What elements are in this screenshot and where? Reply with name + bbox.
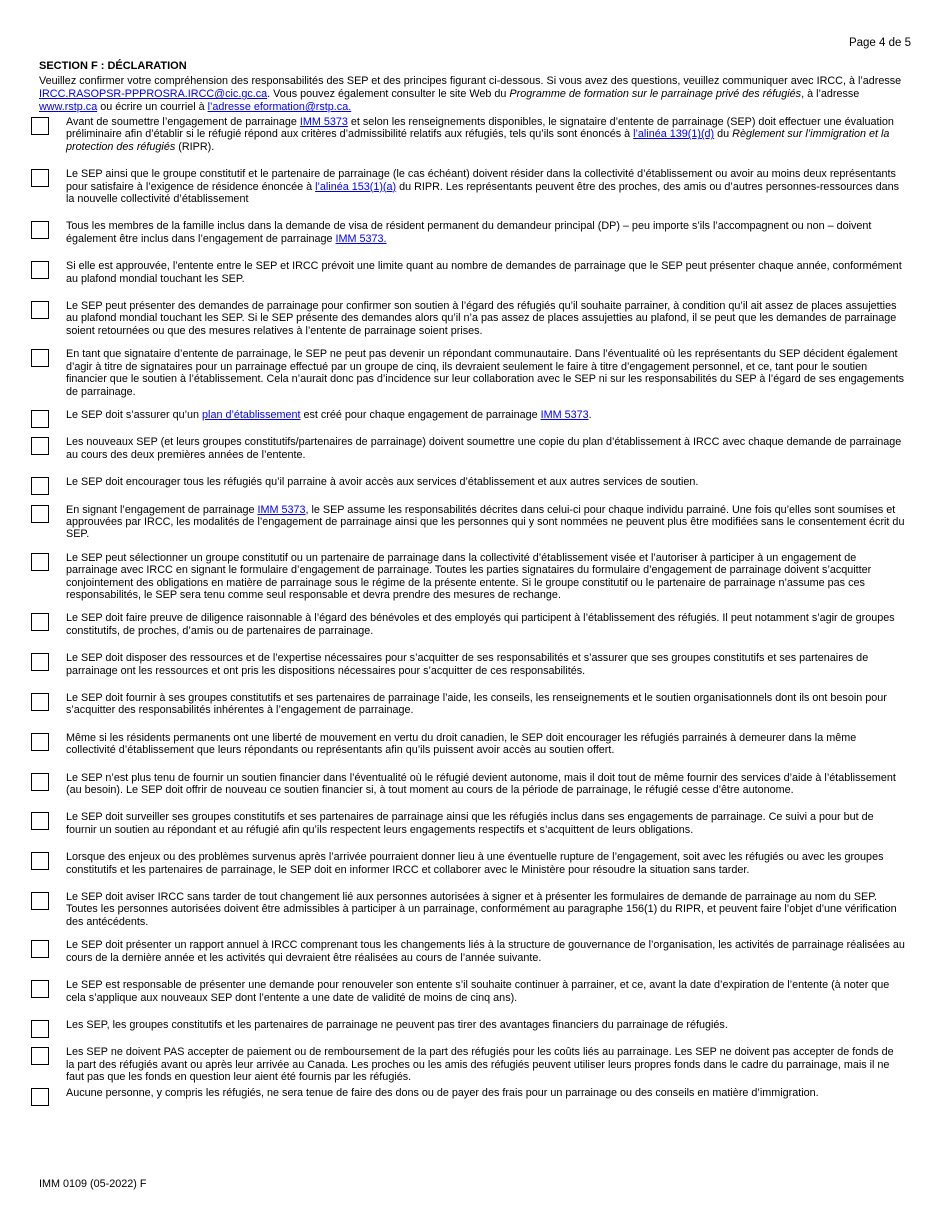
declaration-checkbox[interactable]	[31, 1020, 49, 1038]
declaration-checkbox[interactable]	[31, 261, 49, 279]
declaration-checkbox[interactable]	[31, 1088, 49, 1106]
declaration-item: Le SEP doit présenter un rapport annuel à IRCC comprenant tous les changements liés à la structure de gouvernance de l’organisation, les activités de parrainage réalisées au cours de la dernière année et les activités qui devraient être réalisées au cours de l’année suivante.	[31, 939, 905, 964]
declaration-item: Même si les résidents permanents ont une liberté de mouvement en vertu du droit canadien, le SEP doit encourager les réfugiés parrainés à demeurer dans la même collectivité d’établissement que leurs répondants ou représentants afin qu’ils puissent avoir accès au soutien offert.	[31, 732, 905, 757]
declaration-item: Tous les membres de la famille inclus dans la demande de visa de résident permanent du demandeur principal (DP) – peu importe s’ils l’accompagnent ou non – doivent également être inclus dans l’engagement de parrainage IMM 5373.	[31, 220, 905, 245]
settlement-plan-link[interactable]: plan d’établissement	[202, 408, 301, 421]
email-link-ircc[interactable]: IRCC.RASOPSR-PPPROSRA.IRCC@cic.gc.ca	[39, 88, 268, 101]
declaration-checkbox[interactable]	[31, 773, 49, 791]
declaration-checkbox[interactable]	[31, 221, 49, 239]
page-number: Page 4 de 5	[848, 37, 911, 49]
declaration-item: Le SEP est responsable de présenter une demande pour renouveler son entente s’il souhaite continuer à parrainer, et ce, avant la date d’expiration de l’entente (à noter que cela s’applique aux nouveaux SEP dont l’entente a une date de validité de moins de cinq ans).	[31, 979, 905, 1004]
declaration-checkbox[interactable]	[31, 653, 49, 671]
declaration-item: Le SEP doit disposer des ressources et de l’expertise nécessaires pour s’acquitter de ses responsabilités et s’assurer que ses groupes constitutifs et ses partenaires de parrainage ont les ressources et ont pris les dispositions nécessaires pour s’acquitter de ces responsabilités.	[31, 652, 905, 677]
declaration-item: Le SEP doit encourager tous les réfugiés qu’il parraine à avoir accès aux services d’établissement et aux autres services de soutien.	[31, 476, 905, 488]
intro-paragraph: Veuillez confirmer votre compréhension des responsabilités des SEP et des principes figurant ci-dessous. Si vous avez des questions, veuillez communiquer avec IRCC, à l’adresse IRCC.RASOPSR-PPPROSRA.IRCC@cic.gc.ca. Vous pouvez également consulter le site Web du Programme de formation sur le parrainage privé des réfugiés, à l’adresse www.rstp.ca ou écrire un courriel à l’adresse eformation@rstp.ca.	[39, 75, 902, 114]
declaration-item: Les SEP ne doivent PAS accepter de paiement ou de remboursement de la part des réfugiés pour les coûts liés au parrainage. Les SEP ne doivent pas accepter de fonds de la part des réfugiés avant ou après leur arrivée au Canada. Les proches ou les amis des réfugiés peuvent utiliser leurs propres fonds dans le cadre du parrainage, mais il ne faut pas que les fonds en question leur aient été fournis par les réfugiés.	[31, 1046, 905, 1083]
declaration-checkbox[interactable]	[31, 553, 49, 571]
alinea-139-link[interactable]: l’alinéa 139(1)(d)	[633, 128, 715, 141]
declaration-checkbox[interactable]	[31, 940, 49, 958]
declaration-item: Le SEP doit s’assurer qu’un plan d’établissement est créé pour chaque engagement de parrainage IMM 5373.	[31, 409, 905, 421]
declaration-checkbox[interactable]	[31, 852, 49, 870]
declaration-item: Le SEP doit aviser IRCC sans tarder de tout changement lié aux personnes autorisées à signer et à présenter les formulaires de demande de parrainage au nom du SEP. Toutes les personnes autorisées doivent être admissibles à participer à un parrainage, conformément au paragraphe 156(1) du RIPR, et peuvent faire l’objet d’une vérification des antécédents.	[31, 891, 905, 928]
declaration-checkbox[interactable]	[31, 349, 49, 367]
declaration-checkbox[interactable]	[31, 980, 49, 998]
declaration-item: Le SEP n’est plus tenu de fournir un soutien financier dans l’éventualité où le réfugié devient autonome, mais il doit tout de même fournir des services d’aide à l’établissement (au besoin). Le SEP doit offrir de nouveau ce soutien financier si, à tout moment au cours de la période de parrainage, le réfugié cesse d’être autonome.	[31, 772, 905, 797]
imm5373-link[interactable]: IMM 5373	[299, 116, 348, 128]
declaration-checkbox[interactable]	[31, 892, 49, 910]
declaration-item: En signant l’engagement de parrainage IMM 5373, le SEP assume les responsabilités décrites dans celui-ci pour chaque individu parrainé. Une fois qu’elles sont soumises et approuvées par IRCC, les modalités de l’engagement de parrainage ainsi que les personnes qui y sont nommées ne peuvent plus être modifiées sans le consentement écrit du SEP.	[31, 504, 905, 541]
declaration-checkbox[interactable]	[31, 477, 49, 495]
declaration-item: Aucune personne, y compris les réfugiés, ne sera tenue de faire des dons ou de payer des frais pour un parrainage ou des conseils en matière d’immigration.	[31, 1087, 905, 1099]
form-code: IMM 0109 (05-2022) F	[39, 1178, 147, 1190]
imm5373-link[interactable]: IMM 5373	[540, 408, 589, 421]
declaration-checkbox[interactable]	[31, 437, 49, 455]
declaration-checkbox[interactable]	[31, 693, 49, 711]
declaration-item: Le SEP doit fournir à ses groupes constitutifs et ses partenaires de parrainage l’aide, les conseils, les renseignements et le soutien organisationnels dont ils ont besoin pour s’acquitter des responsabilités inhérentes à l’engagement de parrainage.	[31, 692, 905, 717]
declaration-item: Le SEP ainsi que le groupe constitutif et le partenaire de parrainage (le cas échéant) doivent résider dans la collectivité d’établissement ou avoir au moins deux représentants pour satisfaire à l’exigence de résidence énoncée à l’alinéa 153(1)(a) du RIPR. Les représentants peuvent être des proches, des amis ou d’autres personnes-ressources dans la nouvelle collectivité d’établissement	[31, 168, 905, 205]
alinea-153-link[interactable]: l’alinéa 153(1)(a)	[315, 180, 397, 193]
declaration-item: Lorsque des enjeux ou des problèmes survenus après l’arrivée pourraient donner lieu à une éventuelle rupture de l’engagement, soit avec les réfugiés ou avec les groupes constitutifs et les partenaires de parrainage, le SEP doit en informer IRCC et collaborer avec le Ministère pour résoudre la situation sans tarder.	[31, 851, 905, 876]
declaration-list	[31, 116, 905, 1099]
section-title: SECTION F : DÉCLARATION	[39, 60, 187, 72]
declaration-checkbox[interactable]	[31, 613, 49, 631]
imm5373-link[interactable]: IMM 5373.	[335, 232, 387, 245]
declaration-checkbox[interactable]	[31, 169, 49, 187]
declaration-checkbox[interactable]	[31, 301, 49, 319]
declaration-checkbox[interactable]	[31, 505, 49, 523]
declaration-checkbox[interactable]	[31, 410, 49, 428]
declaration-item: Si elle est approuvée, l’entente entre le SEP et IRCC prévoit une limite quant au nombre de demandes de parrainage que le SEP peut présenter chaque année, conformément au plafond mondial touchant les SEP.	[31, 260, 905, 285]
declaration-item: Les SEP, les groupes constitutifs et les partenaires de parrainage ne peuvent pas tirer des avantages financiers du parrainage de réfugiés.	[31, 1019, 905, 1031]
imm5373-link[interactable]: IMM 5373	[257, 503, 306, 516]
declaration-item: Le SEP peut présenter des demandes de parrainage pour confirmer son soutien à l’égard des réfugiés qu’il souhaite parrainer, à condition qu’il ait assez de places assujetties au plafond mondial touchant les SEP. Si le SEP présente des demandes alors qu’il n’a pas assez de places assujetties au plafond, il se peut que les demandes de parrainage soient retournées ou que des mesures relatives à l’entente de parrainage soient prises.	[31, 300, 905, 337]
declaration-item: Avant de soumettre l’engagement de parrainage IMM 5373 et selon les renseignements disponibles, le signataire d’entente de parrainage (SEP) doit effectuer une évaluation préliminaire afin d’établir si le réfugié répond aux critères d’admissibilité relatifs aux réfugiés, tels qu’ils sont énoncés à l’alinéa 139(1)(d) du Règlement sur l’immigration et la protection des réfugiés (RIPR).	[31, 116, 905, 153]
declaration-checkbox[interactable]	[31, 1047, 49, 1065]
declaration-item: Les nouveaux SEP (et leurs groupes constitutifs/partenaires de parrainage) doivent soumettre une copie du plan d’établissement à IRCC avec chaque demande de parrainage au cours des deux premières années de l’entente.	[31, 436, 905, 461]
declaration-item: En tant que signataire d’entente de parrainage, le SEP ne peut pas devenir un répondant communautaire. Dans l’éventualité où les représentants du SEP décident également d’agir à titre de signataires pour un parrainage effectué par un groupe de cinq, ils devraient seulement le faire à titre d’engagement personnel, et ce, tant pour le soutien financier que le soutien à l’établissement. Cela n’aurait donc pas d’incidence sur leur collaboration avec le SEP ni sur les responsabilités du SEP à l’égard de ses engagements de parrainage.	[31, 348, 905, 398]
declaration-item: Le SEP peut sélectionner un groupe constitutif ou un partenaire de parrainage dans la collectivité d’établissement visée et l’autoriser à participer à un engagement de parrainage avec IRCC en signant le formulaire d’engagement de parrainage. Toutes les parties signataires du formulaire d’engagement de parrainage doivent s’acquitter conjointement des obligations en matière de parrainage sous le régime de la présente entente. Si le groupe constitutif ou le partenaire de parrainage n’assume pas ces responsabilités, le SEP sera tenu comme seul responsable et devra prendre des mesures de rechange.	[31, 552, 905, 602]
declaration-item: Le SEP doit faire preuve de diligence raisonnable à l’égard des bénévoles et des employés qui participent à l’établissement des réfugiés. Il peut notamment s’agir de groupes constitutifs, de proches, d’amis ou de partenaires de parrainage.	[31, 612, 905, 637]
declaration-item: Le SEP doit surveiller ses groupes constitutifs et ses partenaires de parrainage ainsi que les réfugiés inclus dans ses engagements de parrainage. Ce suivi a pour but de fournir un soutien au répondant et au réfugié afin qu’ils respectent leurs engagements respectifs et s’acquittent de leurs obligations.	[31, 811, 905, 836]
declaration-checkbox[interactable]	[31, 117, 49, 135]
rstp-website-link[interactable]: www.rstp.ca	[39, 101, 98, 114]
declaration-checkbox[interactable]	[31, 733, 49, 751]
email-link-rstp[interactable]: l’adresse eformation@rstp.ca.	[207, 101, 352, 114]
declaration-checkbox[interactable]	[31, 812, 49, 830]
